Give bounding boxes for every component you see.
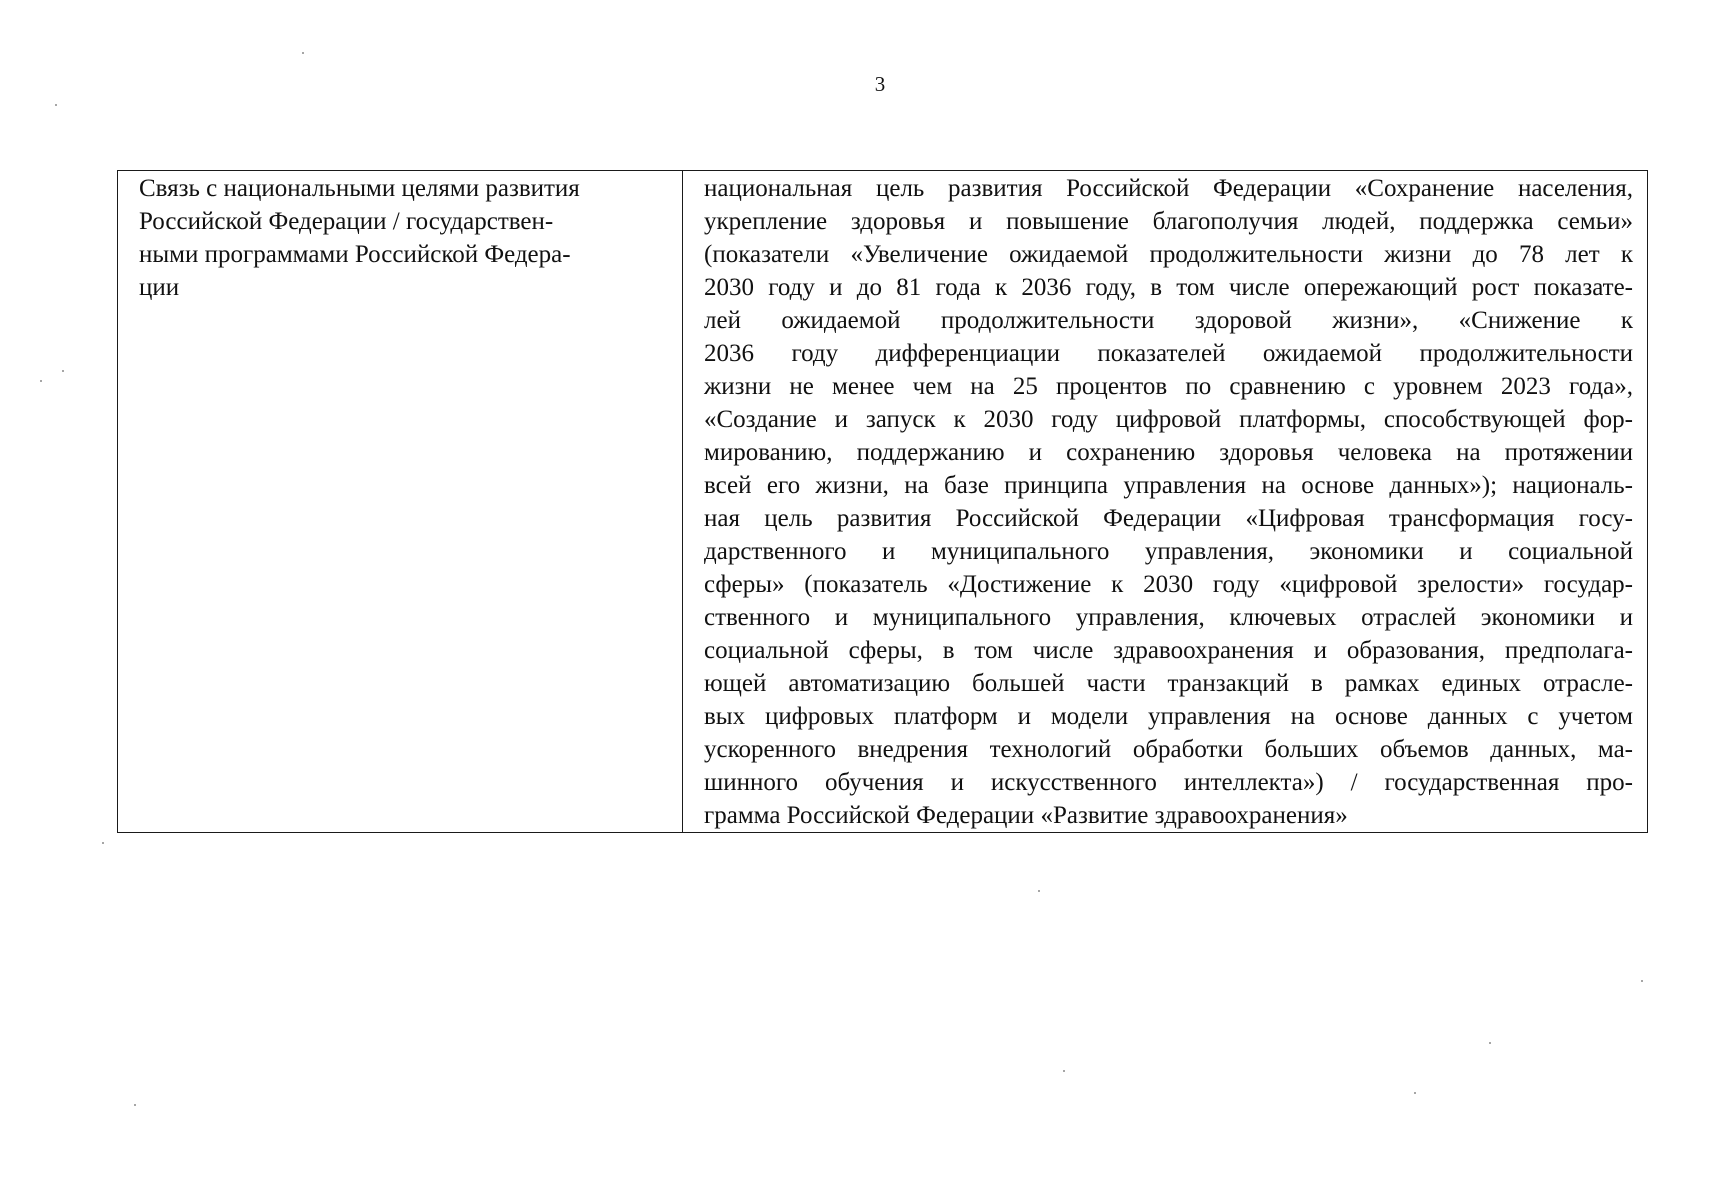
text-line: ная цель развития Российской Федерации «Цифровая трансформация госу-: [704, 505, 1633, 532]
scan-speck: [62, 370, 64, 372]
text-line: жизни не менее чем на 25 процентов по сравнению с уровнем 2023 года»,: [704, 373, 1633, 400]
text-line: лей ожидаемой продолжительности здоровой жизни», «Снижение к: [704, 307, 1633, 334]
text-line: ции: [139, 274, 180, 301]
text-line: всей его жизни, на базе принципа управления на основе данных»); националь-: [704, 472, 1633, 499]
text-line: (показатели «Увеличение ожидаемой продолжительности жизни до 78 лет к: [704, 241, 1633, 268]
text-line: ускоренного внедрения технологий обработки больших объемов данных, ма-: [704, 736, 1633, 763]
text-line: дарственного и муниципального управления, экономики и социальной: [704, 538, 1633, 565]
scan-speck: [1038, 890, 1040, 892]
scan-speck: [302, 52, 304, 54]
text-line: мированию, поддержанию и сохранению здоровья человека на протяжении: [704, 439, 1633, 466]
text-line: ными программами Российской Федера-: [139, 241, 571, 268]
text-line: ственного и муниципального управления, ключевых отраслей экономики и: [704, 604, 1633, 631]
cell-text-label: [139, 172, 649, 304]
text-line: ющей автоматизацию большей части транзакций в рамках единых отрасле-: [704, 670, 1633, 697]
scan-speck: [134, 1104, 136, 1106]
scan-speck: [40, 380, 42, 382]
text-line: «Создание и запуск к 2030 году цифровой платформы, способствующей фор-: [704, 406, 1633, 433]
scan-speck: [1414, 1092, 1416, 1094]
text-line: грамма Российской Федерации «Развитие здравоохранения»: [704, 802, 1348, 829]
document-table: [117, 170, 1648, 833]
scan-speck: [55, 104, 57, 106]
table-cell-label: [118, 171, 683, 833]
text-line: Связь с национальными целями развития: [139, 175, 580, 202]
table-row: [118, 171, 1648, 833]
text-line: национальная цель развития Российской Федерации «Сохранение населения,: [704, 175, 1633, 202]
scan-speck: [1063, 1070, 1065, 1072]
scan-speck: [102, 842, 104, 844]
text-line: социальной сферы, в том числе здравоохранения и образования, предполага-: [704, 637, 1633, 664]
table-cell-value: [683, 171, 1648, 833]
text-line: укрепление здоровья и повышение благополучия людей, поддержка семьи»: [704, 208, 1633, 235]
page-number: 3: [874, 72, 886, 96]
text-line: 2030 году и до 81 года к 2036 году, в том числе опережающий рост показате-: [704, 274, 1633, 301]
scan-speck: [1641, 980, 1643, 982]
text-line: сферы» (показатель «Достижение к 2030 году «цифровой зрелости» государ-: [704, 571, 1633, 598]
cell-text-value: [704, 172, 1641, 832]
text-line: вых цифровых платформ и модели управления на основе данных с учетом: [704, 703, 1633, 730]
text-line: Российской Федерации / государствен-: [139, 208, 554, 235]
text-line: 2036 году дифференциации показателей ожидаемой продолжительности: [704, 340, 1633, 367]
scan-speck: [1489, 1042, 1491, 1044]
text-line: шинного обучения и искусственного интеллекта») / государственная про-: [704, 769, 1633, 796]
